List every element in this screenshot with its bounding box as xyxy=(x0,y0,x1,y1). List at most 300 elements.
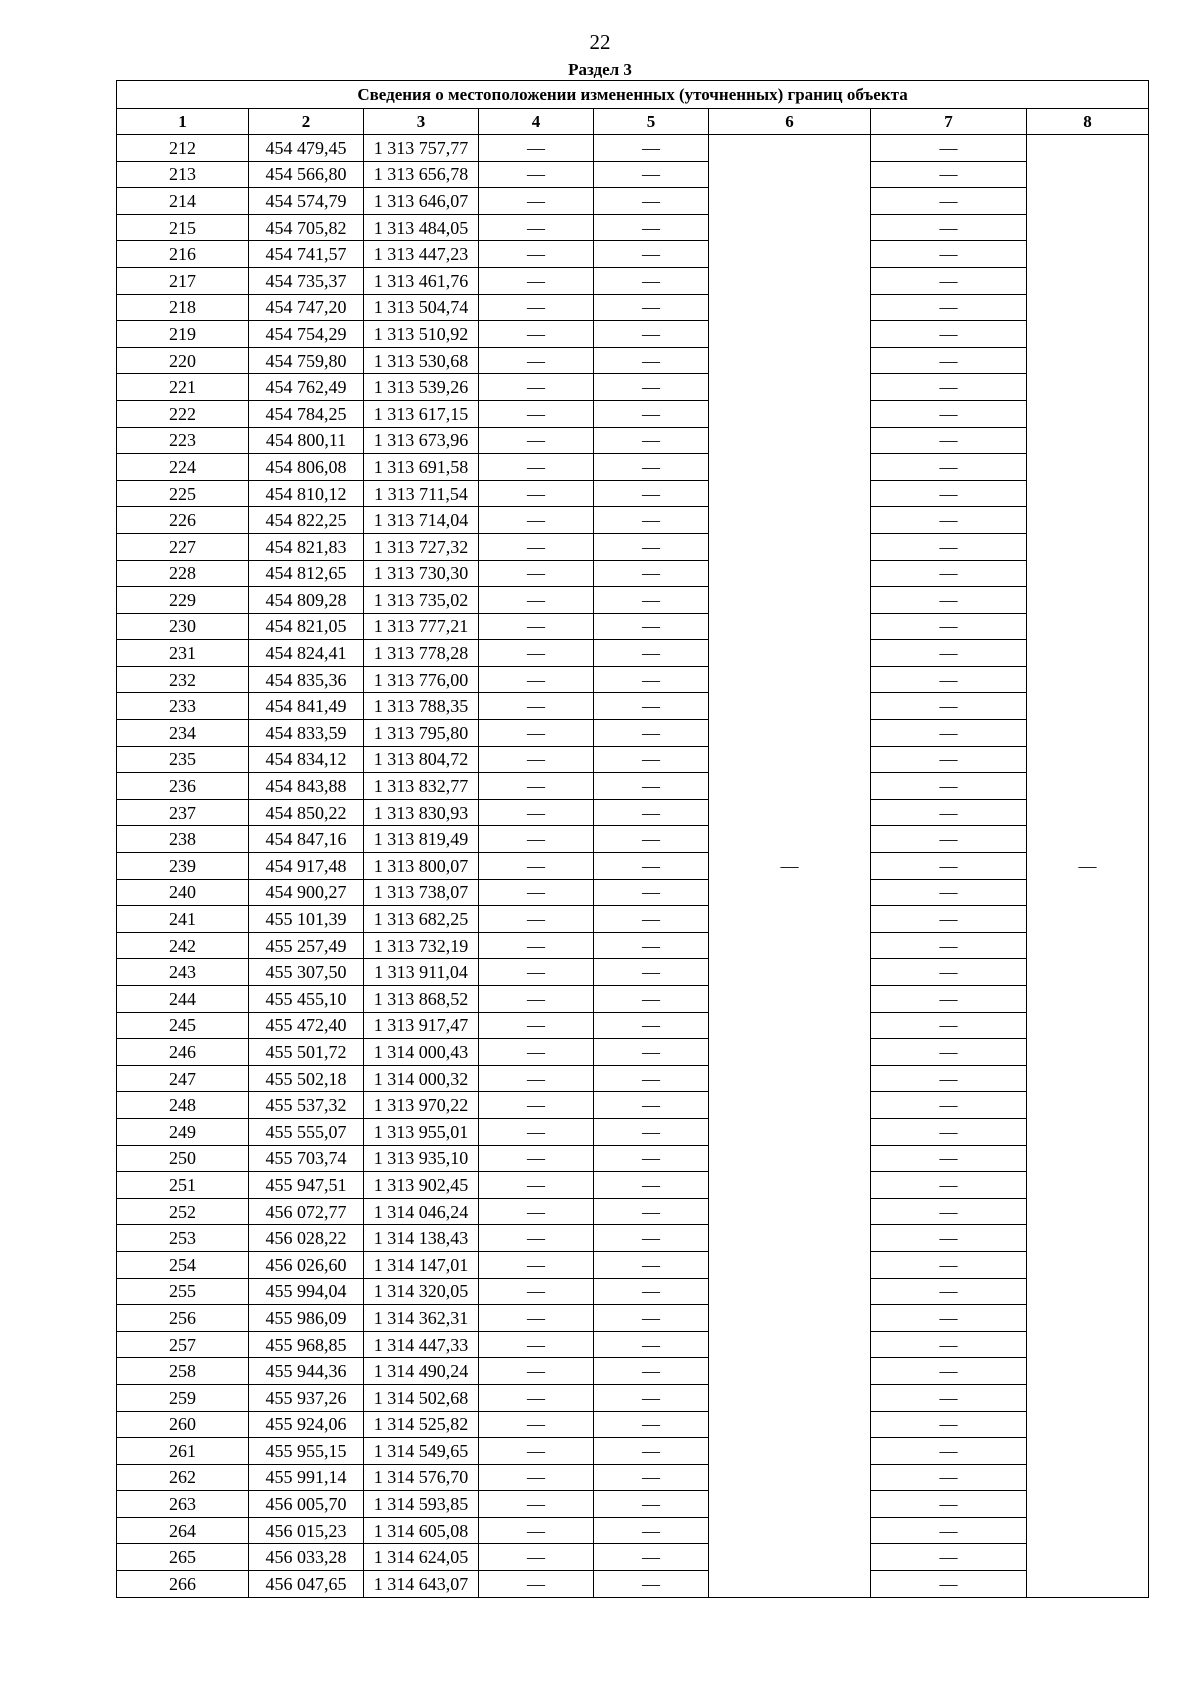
x-coordinate-cell: 455 924,06 xyxy=(249,1411,364,1438)
point-number-cell: 234 xyxy=(117,720,249,747)
column-7-cell: — xyxy=(871,1092,1027,1119)
column-header-4: 4 xyxy=(479,109,594,135)
column-4-cell: — xyxy=(479,587,594,614)
y-coordinate-cell: 1 314 320,05 xyxy=(364,1278,479,1305)
point-number-cell: 233 xyxy=(117,693,249,720)
point-number-cell: 214 xyxy=(117,188,249,215)
column-5-cell: — xyxy=(594,720,709,747)
column-4-cell: — xyxy=(479,986,594,1013)
x-coordinate-cell: 454 566,80 xyxy=(249,161,364,188)
y-coordinate-cell: 1 313 732,19 xyxy=(364,932,479,959)
column-header-row xyxy=(117,109,1149,135)
column-5-cell: — xyxy=(594,986,709,1013)
column-4-cell: — xyxy=(479,1039,594,1066)
y-coordinate-cell: 1 314 502,68 xyxy=(364,1384,479,1411)
x-coordinate-cell: 456 033,28 xyxy=(249,1544,364,1571)
point-number-cell: 259 xyxy=(117,1384,249,1411)
column-4-cell: — xyxy=(479,1411,594,1438)
y-coordinate-cell: 1 313 795,80 xyxy=(364,720,479,747)
x-coordinate-cell: 455 955,15 xyxy=(249,1438,364,1465)
y-coordinate-cell: 1 313 711,54 xyxy=(364,480,479,507)
column-5-cell: — xyxy=(594,1198,709,1225)
column-4-cell: — xyxy=(479,1358,594,1385)
column-header-8: 8 xyxy=(1027,109,1149,135)
column-7-cell: — xyxy=(871,1358,1027,1385)
x-coordinate-cell: 456 015,23 xyxy=(249,1517,364,1544)
column-4-cell: — xyxy=(479,640,594,667)
x-coordinate-cell: 456 026,60 xyxy=(249,1251,364,1278)
column-7-cell: — xyxy=(871,533,1027,560)
x-coordinate-cell: 454 843,88 xyxy=(249,773,364,800)
column-7-cell: — xyxy=(871,267,1027,294)
column-5-cell: — xyxy=(594,799,709,826)
table-row xyxy=(117,666,1149,693)
table-row xyxy=(117,1172,1149,1199)
column-7-cell: — xyxy=(871,1384,1027,1411)
column-5-cell: — xyxy=(594,1358,709,1385)
column-7-cell: — xyxy=(871,1491,1027,1518)
column-4-cell: — xyxy=(479,1198,594,1225)
x-coordinate-cell: 454 810,12 xyxy=(249,480,364,507)
column-5-cell: — xyxy=(594,241,709,268)
x-coordinate-cell: 455 986,09 xyxy=(249,1305,364,1332)
column-4-cell: — xyxy=(479,161,594,188)
point-number-cell: 246 xyxy=(117,1039,249,1066)
column-5-cell: — xyxy=(594,1464,709,1491)
column-5-cell: — xyxy=(594,1145,709,1172)
point-number-cell: 251 xyxy=(117,1172,249,1199)
x-coordinate-cell: 454 741,57 xyxy=(249,241,364,268)
x-coordinate-cell: 454 759,80 xyxy=(249,347,364,374)
y-coordinate-cell: 1 313 970,22 xyxy=(364,1092,479,1119)
y-coordinate-cell: 1 314 447,33 xyxy=(364,1331,479,1358)
column-7-cell: — xyxy=(871,1118,1027,1145)
point-number-cell: 255 xyxy=(117,1278,249,1305)
y-coordinate-cell: 1 313 484,05 xyxy=(364,214,479,241)
column-5-cell: — xyxy=(594,427,709,454)
column-4-cell: — xyxy=(479,666,594,693)
y-coordinate-cell: 1 314 525,82 xyxy=(364,1411,479,1438)
column-7-cell: — xyxy=(871,826,1027,853)
x-coordinate-cell: 455 257,49 xyxy=(249,932,364,959)
column-5-cell: — xyxy=(594,693,709,720)
column-7-cell: — xyxy=(871,400,1027,427)
column-5-cell: — xyxy=(594,1012,709,1039)
column-5-cell: — xyxy=(594,560,709,587)
table-row xyxy=(117,294,1149,321)
y-coordinate-cell: 1 314 000,43 xyxy=(364,1039,479,1066)
point-number-cell: 249 xyxy=(117,1118,249,1145)
x-coordinate-cell: 454 812,65 xyxy=(249,560,364,587)
column-7-cell: — xyxy=(871,507,1027,534)
column-4-cell: — xyxy=(479,1145,594,1172)
point-number-cell: 221 xyxy=(117,374,249,401)
column-7-cell: — xyxy=(871,693,1027,720)
column-5-cell: — xyxy=(594,1065,709,1092)
column-5-cell: — xyxy=(594,879,709,906)
table-row xyxy=(117,1464,1149,1491)
column-7-cell: — xyxy=(871,666,1027,693)
x-coordinate-cell: 454 821,83 xyxy=(249,533,364,560)
column-4-cell: — xyxy=(479,1278,594,1305)
x-coordinate-cell: 456 005,70 xyxy=(249,1491,364,1518)
y-coordinate-cell: 1 314 593,85 xyxy=(364,1491,479,1518)
y-coordinate-cell: 1 314 000,32 xyxy=(364,1065,479,1092)
column-4-cell: — xyxy=(479,533,594,560)
y-coordinate-cell: 1 313 868,52 xyxy=(364,986,479,1013)
point-number-cell: 258 xyxy=(117,1358,249,1385)
point-number-cell: 261 xyxy=(117,1438,249,1465)
column-5-cell: — xyxy=(594,1118,709,1145)
y-coordinate-cell: 1 313 917,47 xyxy=(364,1012,479,1039)
table-row xyxy=(117,347,1149,374)
column-5-cell: — xyxy=(594,188,709,215)
column-4-cell: — xyxy=(479,906,594,933)
y-coordinate-cell: 1 313 656,78 xyxy=(364,161,479,188)
column-4-cell: — xyxy=(479,1012,594,1039)
y-coordinate-cell: 1 314 576,70 xyxy=(364,1464,479,1491)
column-5-cell: — xyxy=(594,1331,709,1358)
table-row xyxy=(117,640,1149,667)
x-coordinate-cell: 455 994,04 xyxy=(249,1278,364,1305)
x-coordinate-cell: 456 047,65 xyxy=(249,1571,364,1598)
table-row xyxy=(117,693,1149,720)
column-7-cell: — xyxy=(871,1012,1027,1039)
column-5-cell: — xyxy=(594,1491,709,1518)
point-number-cell: 252 xyxy=(117,1198,249,1225)
column-7-cell: — xyxy=(871,347,1027,374)
table-row xyxy=(117,879,1149,906)
x-coordinate-cell: 454 900,27 xyxy=(249,879,364,906)
x-coordinate-cell: 454 847,16 xyxy=(249,826,364,853)
x-coordinate-cell: 454 479,45 xyxy=(249,135,364,162)
table-row xyxy=(117,773,1149,800)
y-coordinate-cell: 1 313 902,45 xyxy=(364,1172,479,1199)
column-5-cell: — xyxy=(594,1544,709,1571)
point-number-cell: 219 xyxy=(117,321,249,348)
y-coordinate-cell: 1 314 138,43 xyxy=(364,1225,479,1252)
table-row xyxy=(117,1517,1149,1544)
column-7-cell: — xyxy=(871,959,1027,986)
y-coordinate-cell: 1 313 804,72 xyxy=(364,746,479,773)
point-number-cell: 216 xyxy=(117,241,249,268)
column-5-cell: — xyxy=(594,533,709,560)
column-7-cell: — xyxy=(871,1305,1027,1332)
y-coordinate-cell: 1 313 510,92 xyxy=(364,321,479,348)
column-4-cell: — xyxy=(479,480,594,507)
y-coordinate-cell: 1 314 046,24 xyxy=(364,1198,479,1225)
y-coordinate-cell: 1 313 730,30 xyxy=(364,560,479,587)
column-5-cell: — xyxy=(594,1438,709,1465)
point-number-cell: 236 xyxy=(117,773,249,800)
x-coordinate-cell: 454 735,37 xyxy=(249,267,364,294)
table-row xyxy=(117,746,1149,773)
y-coordinate-cell: 1 313 714,04 xyxy=(364,507,479,534)
point-number-cell: 260 xyxy=(117,1411,249,1438)
y-coordinate-cell: 1 313 832,77 xyxy=(364,773,479,800)
x-coordinate-cell: 454 833,59 xyxy=(249,720,364,747)
table-row xyxy=(117,374,1149,401)
column-5-cell: — xyxy=(594,1384,709,1411)
column-7-cell: — xyxy=(871,1225,1027,1252)
table-row xyxy=(117,214,1149,241)
point-number-cell: 247 xyxy=(117,1065,249,1092)
column-7-cell: — xyxy=(871,1145,1027,1172)
x-coordinate-cell: 454 806,08 xyxy=(249,454,364,481)
column-5-cell: — xyxy=(594,959,709,986)
table-row xyxy=(117,1251,1149,1278)
column-4-cell: — xyxy=(479,1172,594,1199)
column-4-cell: — xyxy=(479,1544,594,1571)
x-coordinate-cell: 455 944,36 xyxy=(249,1358,364,1385)
table-row xyxy=(117,799,1149,826)
x-coordinate-cell: 455 937,26 xyxy=(249,1384,364,1411)
column-4-cell: — xyxy=(479,507,594,534)
x-coordinate-cell: 454 574,79 xyxy=(249,188,364,215)
point-number-cell: 241 xyxy=(117,906,249,933)
table-row xyxy=(117,560,1149,587)
table-row xyxy=(117,1278,1149,1305)
y-coordinate-cell: 1 313 735,02 xyxy=(364,587,479,614)
point-number-cell: 256 xyxy=(117,1305,249,1332)
column-7-cell: — xyxy=(871,1278,1027,1305)
y-coordinate-cell: 1 314 362,31 xyxy=(364,1305,479,1332)
column-4-cell: — xyxy=(479,1384,594,1411)
point-number-cell: 230 xyxy=(117,613,249,640)
x-coordinate-cell: 454 809,28 xyxy=(249,587,364,614)
column-5-cell: — xyxy=(594,480,709,507)
column-4-cell: — xyxy=(479,1464,594,1491)
column-5-cell: — xyxy=(594,1571,709,1598)
column-5-cell: — xyxy=(594,906,709,933)
column-7-cell: — xyxy=(871,906,1027,933)
column-4-cell: — xyxy=(479,1251,594,1278)
table-row xyxy=(117,906,1149,933)
table-row xyxy=(117,1384,1149,1411)
x-coordinate-cell: 454 821,05 xyxy=(249,613,364,640)
x-coordinate-cell: 454 917,48 xyxy=(249,853,364,880)
y-coordinate-cell: 1 313 788,35 xyxy=(364,693,479,720)
column-5-cell: — xyxy=(594,773,709,800)
x-coordinate-cell: 454 705,82 xyxy=(249,214,364,241)
x-coordinate-cell: 456 028,22 xyxy=(249,1225,364,1252)
table-row xyxy=(117,454,1149,481)
table-row xyxy=(117,1544,1149,1571)
x-coordinate-cell: 455 703,74 xyxy=(249,1145,364,1172)
table-row xyxy=(117,1039,1149,1066)
column-4-cell: — xyxy=(479,1225,594,1252)
point-number-cell: 220 xyxy=(117,347,249,374)
column-7-cell: — xyxy=(871,1251,1027,1278)
column-5-cell: — xyxy=(594,587,709,614)
column-5-cell: — xyxy=(594,1172,709,1199)
x-coordinate-cell: 455 991,14 xyxy=(249,1464,364,1491)
table-row xyxy=(117,1198,1149,1225)
column-7-cell: — xyxy=(871,1331,1027,1358)
column-4-cell: — xyxy=(479,1092,594,1119)
table-row xyxy=(117,1305,1149,1332)
column-5-cell: — xyxy=(594,374,709,401)
point-number-cell: 227 xyxy=(117,533,249,560)
column-4-cell: — xyxy=(479,135,594,162)
column-4-cell: — xyxy=(479,826,594,853)
y-coordinate-cell: 1 313 727,32 xyxy=(364,533,479,560)
y-coordinate-cell: 1 313 778,28 xyxy=(364,640,479,667)
column-4-cell: — xyxy=(479,1065,594,1092)
boundary-coordinates-table xyxy=(116,80,1149,1598)
column-8-merged-cell: — xyxy=(1027,135,1149,1598)
x-coordinate-cell: 455 555,07 xyxy=(249,1118,364,1145)
column-7-cell: — xyxy=(871,294,1027,321)
column-5-cell: — xyxy=(594,1411,709,1438)
column-7-cell: — xyxy=(871,1571,1027,1598)
x-coordinate-cell: 455 537,32 xyxy=(249,1092,364,1119)
point-number-cell: 250 xyxy=(117,1145,249,1172)
column-4-cell: — xyxy=(479,294,594,321)
column-7-cell: — xyxy=(871,932,1027,959)
table-row xyxy=(117,1092,1149,1119)
column-7-cell: — xyxy=(871,613,1027,640)
column-5-cell: — xyxy=(594,1517,709,1544)
column-header-2: 2 xyxy=(249,109,364,135)
x-coordinate-cell: 454 841,49 xyxy=(249,693,364,720)
column-4-cell: — xyxy=(479,932,594,959)
column-4-cell: — xyxy=(479,1491,594,1518)
x-coordinate-cell: 455 501,72 xyxy=(249,1039,364,1066)
x-coordinate-cell: 454 800,11 xyxy=(249,427,364,454)
x-coordinate-cell: 454 762,49 xyxy=(249,374,364,401)
column-7-cell: — xyxy=(871,374,1027,401)
page-number: 22 xyxy=(589,30,611,54)
x-coordinate-cell: 454 850,22 xyxy=(249,799,364,826)
x-coordinate-cell: 455 502,18 xyxy=(249,1065,364,1092)
y-coordinate-cell: 1 313 776,00 xyxy=(364,666,479,693)
point-number-cell: 266 xyxy=(117,1571,249,1598)
column-7-cell: — xyxy=(871,427,1027,454)
column-7-cell: — xyxy=(871,1039,1027,1066)
point-number-cell: 231 xyxy=(117,640,249,667)
column-5-cell: — xyxy=(594,161,709,188)
column-4-cell: — xyxy=(479,1517,594,1544)
y-coordinate-cell: 1 313 617,15 xyxy=(364,400,479,427)
table-row xyxy=(117,613,1149,640)
column-5-cell: — xyxy=(594,135,709,162)
column-4-cell: — xyxy=(479,1305,594,1332)
column-7-cell: — xyxy=(871,214,1027,241)
y-coordinate-cell: 1 313 646,07 xyxy=(364,188,479,215)
y-coordinate-cell: 1 313 530,68 xyxy=(364,347,479,374)
point-number-cell: 222 xyxy=(117,400,249,427)
column-7-cell: — xyxy=(871,454,1027,481)
point-number-cell: 218 xyxy=(117,294,249,321)
column-4-cell: — xyxy=(479,454,594,481)
table-row xyxy=(117,853,1149,880)
column-4-cell: — xyxy=(479,1571,594,1598)
table-row xyxy=(117,1571,1149,1598)
point-number-cell: 223 xyxy=(117,427,249,454)
table-row xyxy=(117,1358,1149,1385)
column-header-7: 7 xyxy=(871,109,1027,135)
table-row xyxy=(117,1491,1149,1518)
table-row xyxy=(117,932,1149,959)
column-4-cell: — xyxy=(479,746,594,773)
table-row xyxy=(117,1331,1149,1358)
column-5-cell: — xyxy=(594,1225,709,1252)
column-5-cell: — xyxy=(594,826,709,853)
column-4-cell: — xyxy=(479,400,594,427)
column-4-cell: — xyxy=(479,773,594,800)
x-coordinate-cell: 455 307,50 xyxy=(249,959,364,986)
point-number-cell: 240 xyxy=(117,879,249,906)
column-4-cell: — xyxy=(479,959,594,986)
y-coordinate-cell: 1 313 911,04 xyxy=(364,959,479,986)
x-coordinate-cell: 456 072,77 xyxy=(249,1198,364,1225)
y-coordinate-cell: 1 313 819,49 xyxy=(364,826,479,853)
column-7-cell: — xyxy=(871,1411,1027,1438)
column-7-cell: — xyxy=(871,161,1027,188)
column-header-6: 6 xyxy=(709,109,871,135)
column-7-cell: — xyxy=(871,640,1027,667)
table-row xyxy=(117,1225,1149,1252)
column-5-cell: — xyxy=(594,507,709,534)
y-coordinate-cell: 1 313 935,10 xyxy=(364,1145,479,1172)
table-row xyxy=(117,1145,1149,1172)
x-coordinate-cell: 454 824,41 xyxy=(249,640,364,667)
x-coordinate-cell: 455 101,39 xyxy=(249,906,364,933)
column-4-cell: — xyxy=(479,374,594,401)
point-number-cell: 238 xyxy=(117,826,249,853)
column-6-merged-cell: — xyxy=(709,135,871,1598)
y-coordinate-cell: 1 314 624,05 xyxy=(364,1544,479,1571)
column-5-cell: — xyxy=(594,853,709,880)
column-5-cell: — xyxy=(594,347,709,374)
point-number-cell: 237 xyxy=(117,799,249,826)
column-4-cell: — xyxy=(479,720,594,747)
point-number-cell: 235 xyxy=(117,746,249,773)
y-coordinate-cell: 1 313 447,23 xyxy=(364,241,479,268)
table-body xyxy=(117,135,1149,1598)
point-number-cell: 239 xyxy=(117,853,249,880)
x-coordinate-cell: 454 754,29 xyxy=(249,321,364,348)
column-7-cell: — xyxy=(871,1198,1027,1225)
column-4-cell: — xyxy=(479,267,594,294)
column-4-cell: — xyxy=(479,347,594,374)
column-5-cell: — xyxy=(594,294,709,321)
point-number-cell: 243 xyxy=(117,959,249,986)
point-number-cell: 257 xyxy=(117,1331,249,1358)
y-coordinate-cell: 1 313 461,76 xyxy=(364,267,479,294)
table-row xyxy=(117,507,1149,534)
column-5-cell: — xyxy=(594,214,709,241)
table-row xyxy=(117,161,1149,188)
column-7-cell: — xyxy=(871,1065,1027,1092)
column-7-cell: — xyxy=(871,773,1027,800)
column-4-cell: — xyxy=(479,799,594,826)
column-5-cell: — xyxy=(594,454,709,481)
column-4-cell: — xyxy=(479,241,594,268)
column-4-cell: — xyxy=(479,1331,594,1358)
column-7-cell: — xyxy=(871,1544,1027,1571)
column-5-cell: — xyxy=(594,1305,709,1332)
table-row xyxy=(117,1012,1149,1039)
table-row xyxy=(117,400,1149,427)
y-coordinate-cell: 1 313 955,01 xyxy=(364,1118,479,1145)
column-5-cell: — xyxy=(594,640,709,667)
point-number-cell: 215 xyxy=(117,214,249,241)
column-7-cell: — xyxy=(871,853,1027,880)
table-row xyxy=(117,267,1149,294)
column-5-cell: — xyxy=(594,932,709,959)
